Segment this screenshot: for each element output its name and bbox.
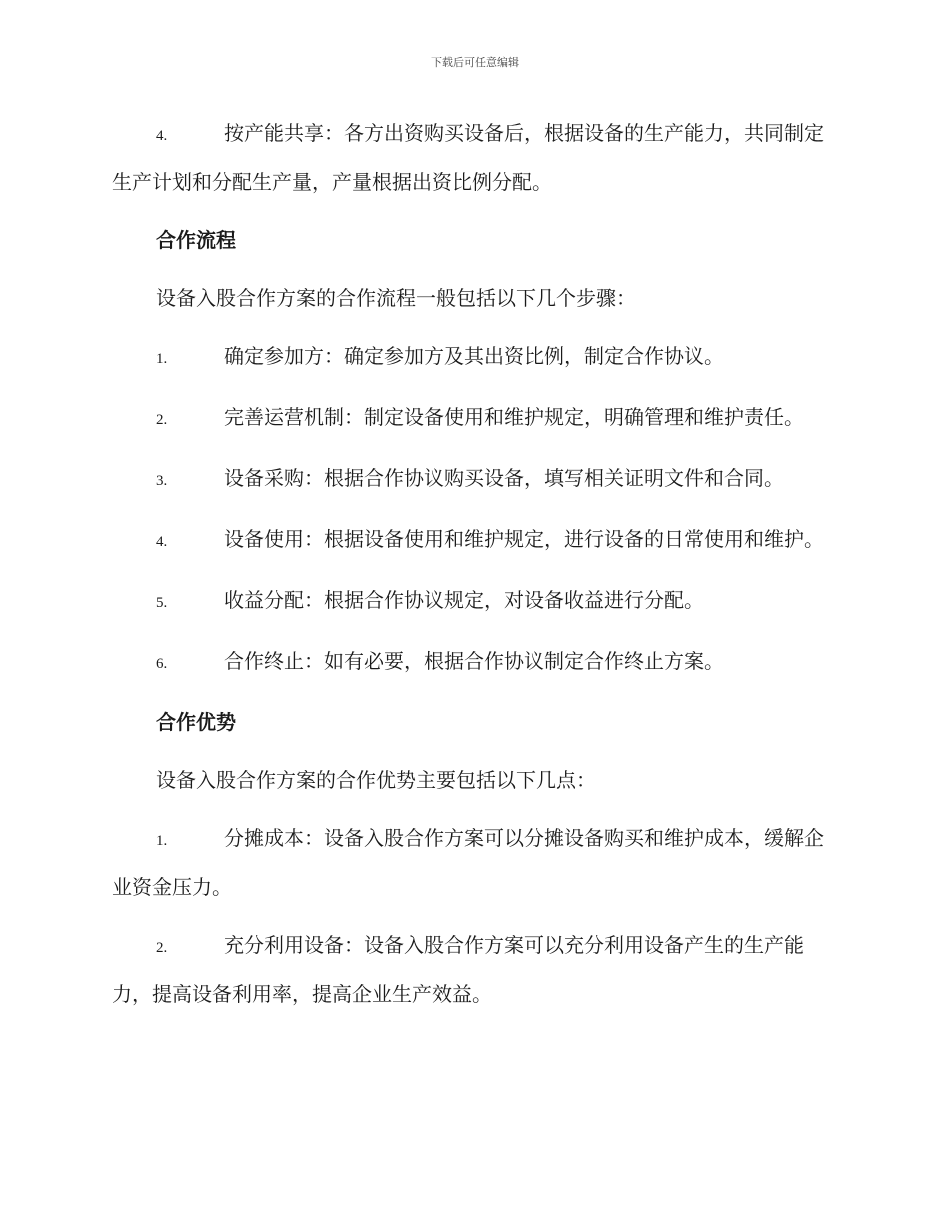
- list-item: [112, 815, 834, 910]
- list-number: 6.: [156, 656, 168, 672]
- page-header: 下载后可任意编辑: [431, 56, 519, 69]
- list-item: [112, 516, 834, 565]
- list-text: 设备采购：根据合作协议购买设备，填写相关证明文件和合同。: [224, 466, 784, 490]
- list-number: 1.: [156, 351, 168, 367]
- section-heading-process: 合作流程: [156, 228, 236, 252]
- list-number: 4.: [156, 534, 168, 550]
- list-text: 按产能共享：各方出资购买设备后，根据设备的生产能力，共同制定生产计划和分配生产量，产量根据出资比例分配。: [112, 121, 824, 194]
- list-item: [112, 110, 834, 205]
- list-text: 合作终止：如有必要，根据合作协议制定合作终止方案。: [224, 649, 724, 673]
- section-heading-advantage: 合作优势: [156, 710, 236, 734]
- document-body: [112, 110, 834, 1029]
- list-text: 设备使用：根据设备使用和维护规定，进行设备的日常使用和维护。: [224, 527, 824, 551]
- list-number: 2.: [156, 940, 168, 956]
- list-text: 确定参加方：确定参加方及其出资比例，制定合作协议。: [224, 344, 724, 368]
- list-item: [112, 394, 834, 443]
- list-item: [112, 455, 834, 504]
- list-text: 充分利用设备：设备入股合作方案可以充分利用设备产生的生产能力，提高设备利用率，提高企业生产效益。: [112, 933, 804, 1006]
- list-number: 1.: [156, 833, 168, 849]
- list-item: [112, 638, 834, 687]
- list-text: 收益分配：根据合作协议规定，对设备收益进行分配。: [224, 588, 704, 612]
- list-number: 5.: [156, 595, 168, 611]
- list-number: 4.: [156, 128, 168, 144]
- list-text: 分摊成本：设备入股合作方案可以分摊设备购买和维护成本，缓解企业资金压力。: [112, 826, 824, 899]
- list-number: 2.: [156, 412, 168, 428]
- list-text: 完善运营机制：制定设备使用和维护规定，明确管理和维护责任。: [224, 405, 804, 429]
- list-number: 3.: [156, 473, 168, 489]
- section-intro-advantage: 设备入股合作方案的合作优势主要包括以下几点：: [156, 768, 596, 792]
- list-item: [112, 922, 834, 1017]
- section-intro-process: 设备入股合作方案的合作流程一般包括以下几个步骤：: [156, 286, 636, 310]
- list-item: [112, 577, 834, 626]
- list-item: [112, 333, 834, 382]
